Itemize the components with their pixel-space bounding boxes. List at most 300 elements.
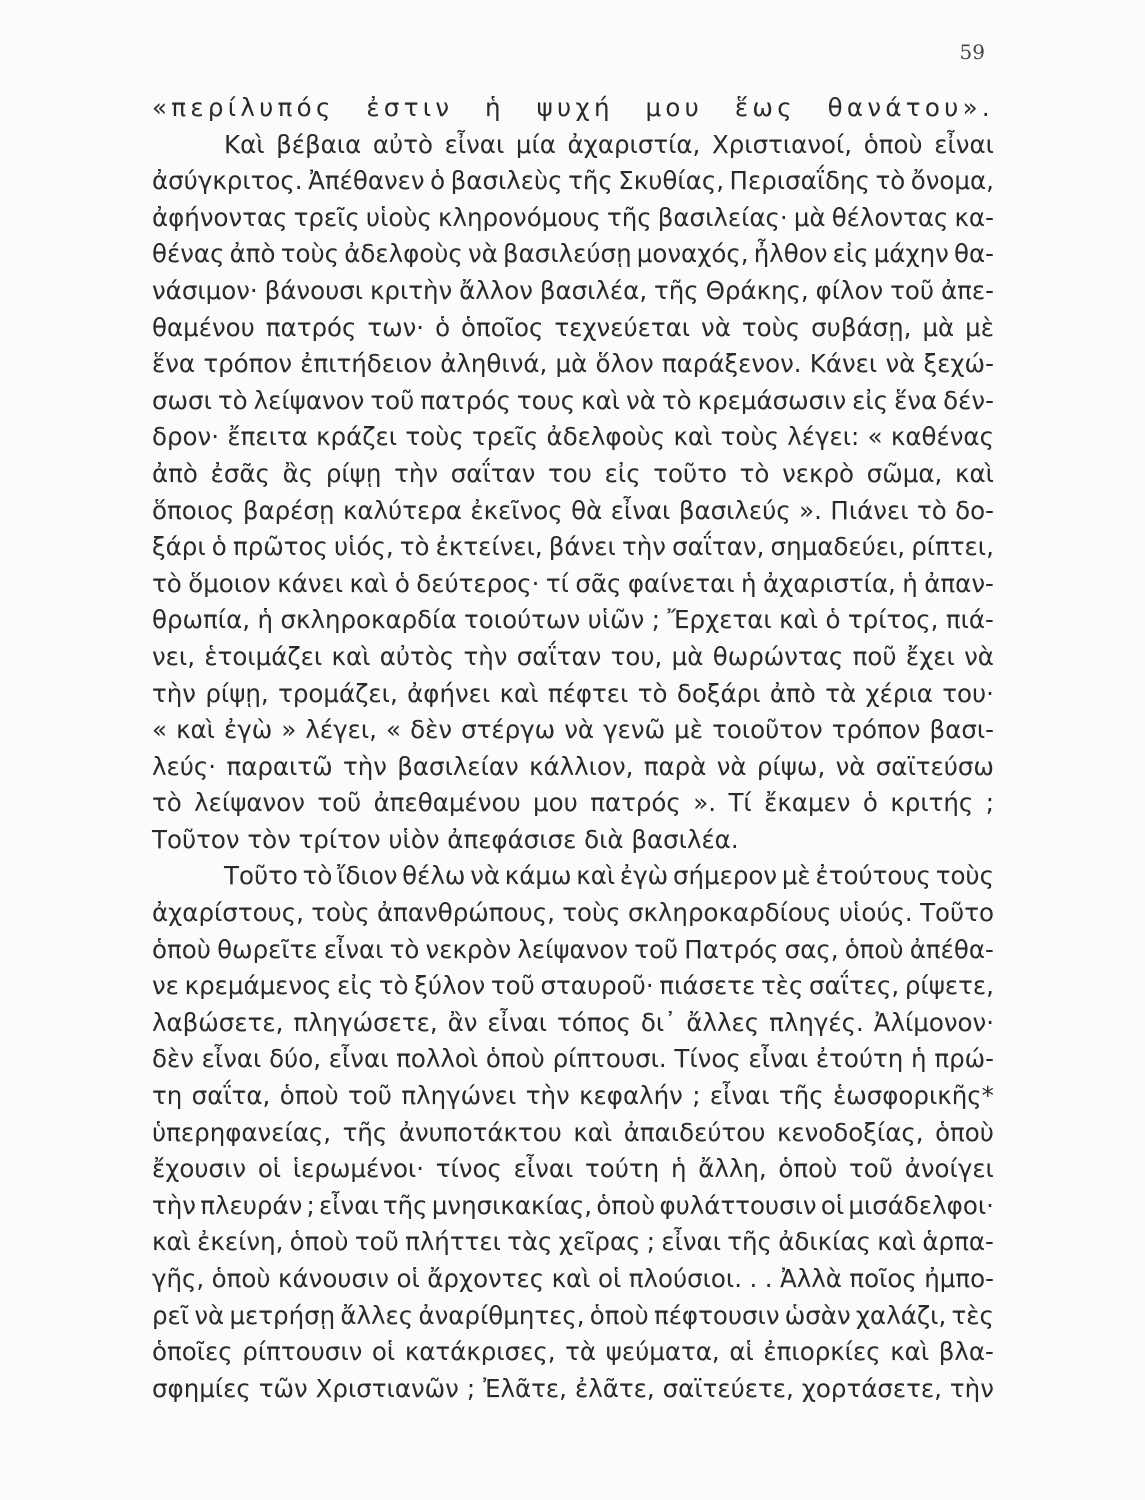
word: ρεῖ (152, 1300, 190, 1330)
word: ἄλλες (340, 1300, 414, 1330)
text-line (152, 493, 994, 530)
text-line (152, 1224, 994, 1261)
word: τρεῖς (472, 422, 539, 452)
word: δέν- (943, 385, 994, 415)
word: ἐγὼ (619, 861, 669, 891)
word: ἀληθινά, (440, 349, 548, 379)
word: σκληροκαρδίους (627, 898, 832, 928)
word: θαμένου (152, 312, 255, 342)
word: τὴν (949, 1373, 994, 1403)
word: λεύς· (152, 751, 217, 781)
word: υἱοὺς (365, 202, 432, 232)
word: τὴν (463, 641, 508, 671)
word: σωσι (152, 385, 212, 415)
word: τρίτος, (847, 605, 939, 635)
word: ὁποῖος (461, 312, 544, 342)
word: βασιλεύσῃ (503, 239, 632, 269)
word: λέγει: (787, 422, 860, 452)
word: βασιλεύς (678, 495, 791, 525)
text-line (152, 1298, 994, 1335)
word: ἐκεῖνος (470, 495, 563, 525)
word: Πιάνει (830, 495, 909, 525)
word: σήμερον (672, 861, 778, 891)
text-line (152, 419, 994, 456)
word: Χριστιανῶν (315, 1373, 459, 1403)
word: τῆς (778, 1081, 824, 1111)
word: ἀπέθα- (909, 934, 994, 964)
word: Ἐλᾶτε, (483, 1373, 567, 1403)
word: τὸ (152, 788, 182, 818)
word: κάλλιον, (529, 751, 634, 781)
word: πιάσετε (659, 971, 756, 1001)
word: τοῦ (849, 1154, 893, 1184)
word: εἶναι (319, 1190, 379, 1220)
word: σημαδεύει, (770, 532, 906, 562)
word: μὰ (555, 349, 588, 379)
word: θρωπία, (152, 605, 251, 635)
word: τρόπον (831, 715, 921, 745)
word: τὰ (565, 1337, 597, 1367)
word: τοῦτο (653, 458, 727, 488)
word: εἰς (337, 971, 374, 1001)
word: μισάδελφοι· (848, 1190, 994, 1220)
word: καθένας (890, 422, 994, 452)
text-line (152, 90, 994, 127)
word: εἶναι (513, 1154, 574, 1184)
word: ὁ (394, 568, 410, 598)
word: καὶ (176, 715, 215, 745)
word: σαϊτεύσω (875, 751, 994, 781)
word: ποῦ (852, 641, 897, 671)
word: ἕνα (152, 349, 196, 379)
word: θέλω (402, 861, 466, 891)
word: ἐσᾶς (210, 458, 270, 488)
word: ἐπιορκίες (763, 1337, 881, 1367)
word: πλευράν (200, 1190, 303, 1220)
word: « (152, 715, 167, 745)
word: παραιτῶ (226, 751, 333, 781)
text-line (152, 566, 994, 603)
word: ἀδικίας (778, 1227, 871, 1257)
word: ἀχαριστία, (567, 129, 701, 159)
word: τῆς (568, 166, 613, 196)
word: ὁποὺ (778, 1154, 838, 1184)
word: ρίψετε, (904, 971, 994, 1001)
word: ὅλον (595, 349, 654, 379)
word: μὲ (674, 715, 703, 745)
word: τὴν (152, 678, 196, 708)
word: πέφτει (547, 678, 629, 708)
word: θωρώντας (712, 641, 844, 671)
text-line: Τοῦτον τὸν τρίτον υἱὸν ἀπεφάσισε διὰ βασιλέα. (152, 824, 739, 854)
word: «περίλυπός (152, 93, 335, 122)
word: ἕως (734, 93, 796, 122)
word: νὰ (964, 641, 994, 671)
word: εἰς (832, 239, 869, 269)
word: ἀπαν- (924, 568, 994, 598)
word: τοῦ (490, 971, 535, 1001)
word: καὶ (581, 385, 621, 415)
word: κρεμάμενος (184, 971, 332, 1001)
word: ἀφήνει (407, 678, 491, 708)
word: καὶ (890, 1337, 930, 1367)
word: ὁ (862, 788, 878, 818)
word: τοῦ (354, 1227, 399, 1257)
word: τὸ (637, 678, 668, 708)
word: ὁ (430, 166, 446, 196)
word: κάνει (277, 568, 344, 598)
word: ψυχή (536, 93, 614, 122)
word: νὰ (564, 715, 595, 745)
body-text (152, 90, 994, 1407)
word: Καὶ (224, 129, 265, 159)
word: καὶ (573, 1117, 613, 1147)
word: ρίψω, (756, 751, 826, 781)
word: ἄλλη, (698, 1154, 767, 1184)
word: τῆς (606, 202, 652, 232)
word: κα- (954, 202, 994, 232)
word: εἰς (852, 385, 889, 415)
word: τοὺς (720, 422, 779, 452)
word: τοῦ (634, 934, 679, 964)
word: τὲς (951, 1300, 994, 1330)
word: ἡ (670, 1154, 687, 1184)
word: γενῶ (603, 715, 666, 745)
word: πληγές. (769, 1007, 864, 1037)
word: καὶ (331, 641, 371, 671)
text-line (152, 712, 994, 749)
word: βλα- (938, 1337, 994, 1367)
word: ἐλᾶτε, (574, 1373, 655, 1403)
word: μάχην (873, 239, 949, 269)
word: ἔχει (905, 641, 955, 671)
word: ρίπτουσι. (552, 1044, 667, 1074)
word: αἱ (729, 1337, 754, 1367)
word: εἶναι (709, 1081, 770, 1111)
word: οἱ (371, 1337, 396, 1367)
word: των· (367, 312, 425, 342)
word: » (281, 715, 297, 745)
word: Κάνει (809, 349, 878, 379)
word: τοὺς (741, 312, 801, 342)
word: ὁ (211, 532, 227, 562)
word: ρίπτουσιν (242, 1337, 363, 1367)
text-line (152, 785, 994, 822)
word: πατρός (590, 788, 681, 818)
word: σαΐταν, (672, 532, 765, 562)
word: νὰ (467, 239, 498, 269)
word: τὸ (378, 971, 409, 1001)
word: τὴν (152, 1190, 196, 1220)
word: τρομάζει, (278, 678, 398, 708)
word: χέρια (865, 678, 933, 708)
word: σαΐτα, (191, 1081, 271, 1111)
word: ὁποὺ (863, 129, 923, 159)
text-line (152, 749, 994, 786)
word: νὰ (885, 349, 916, 379)
word: ἐπιτήδειον (300, 349, 433, 379)
word: τὰ (825, 678, 857, 708)
word: οἱ (257, 1154, 282, 1184)
word: ἁρπα- (922, 1227, 994, 1257)
word: ἀπὸ (152, 458, 198, 488)
text-line (152, 676, 994, 713)
word: ὁποὺ (152, 934, 211, 964)
text-line (152, 127, 994, 164)
word: καὶ (779, 605, 818, 635)
text-line (152, 1115, 994, 1152)
word: ἔκαμεν (764, 788, 851, 818)
word: ἐγὼ (224, 715, 273, 745)
word: κάμω (504, 861, 572, 891)
word: φαίνεται (627, 568, 735, 598)
word: παρὰ (643, 751, 707, 781)
word: χεῖρας (558, 1227, 641, 1257)
word: ὁποὺ (289, 1227, 349, 1257)
word: ρίψῃ, (205, 678, 269, 708)
word: βαρέσῃ (242, 495, 335, 525)
word: ὡσὰν (784, 1300, 851, 1330)
word: ». (799, 495, 822, 525)
word: τὸ (661, 385, 692, 415)
word: τεχνεύεται (554, 312, 691, 342)
word: του, (610, 641, 663, 671)
word: κενοδοξίας, (776, 1117, 924, 1147)
text-line (152, 1261, 994, 1298)
word: ἀναρίθμητες, (418, 1300, 585, 1330)
word: ὄνομα, (910, 166, 994, 196)
word: σκληροκαρδία (280, 605, 457, 635)
word: τὸ (302, 861, 333, 891)
word: θα- (954, 239, 994, 269)
word: σταυροῦ· (540, 971, 654, 1001)
word: εἶναι (201, 1044, 262, 1074)
word: ὁποὺ (935, 1117, 994, 1147)
word: ἦλθον (753, 239, 828, 269)
word: λείψανον (517, 934, 629, 964)
word: τὲς (760, 971, 804, 1001)
word: πατρός (265, 312, 357, 342)
word: ἔχουσιν (152, 1154, 247, 1184)
word: τὸ (389, 934, 420, 964)
word: ἐκτείνει, (435, 532, 543, 562)
word: πατρός (420, 385, 511, 415)
text-line (152, 602, 994, 639)
word: ἄλλες (686, 1007, 760, 1037)
word: εἶναι (661, 1227, 721, 1257)
text-line (152, 529, 994, 566)
word: βασι- (929, 715, 994, 745)
word: καὶ (576, 861, 616, 891)
word: « (867, 422, 883, 452)
word: βασιλείαν (397, 751, 519, 781)
word: εἶναι (748, 1044, 809, 1074)
word: σῶμα, (866, 458, 943, 488)
word: τὴν (342, 751, 387, 781)
word: τους (516, 385, 576, 415)
word: καὶ (955, 458, 994, 488)
word: τοὺς (405, 422, 464, 452)
word: σας, (784, 934, 839, 964)
word: οἱ (597, 1264, 622, 1293)
word: τοὺς (280, 239, 340, 269)
word: ρίπτει, (911, 532, 994, 562)
word: μνησικακίας, (431, 1190, 593, 1220)
word: ; (985, 788, 994, 818)
word: ὁποὺ (844, 934, 904, 964)
word: φίλον (815, 275, 884, 305)
word: πλούσιοι. (628, 1264, 743, 1293)
word: ἂν (447, 1007, 478, 1037)
word: οἱ (820, 1190, 845, 1220)
word: ; (692, 1081, 701, 1111)
word: θανάτου». (827, 93, 994, 122)
word: μετρήσῃ (229, 1300, 336, 1330)
word: νὰ (701, 312, 731, 342)
word: εἶναι (323, 934, 384, 964)
word: πληγώσετε, (293, 1007, 438, 1037)
word: ποῖος (849, 1264, 917, 1293)
word: σαΐτες, (809, 971, 900, 1001)
text-line (152, 1151, 994, 1188)
text-line (152, 968, 994, 1005)
word: γῆς, (152, 1264, 205, 1293)
word: μου (645, 93, 704, 122)
word: νει, (152, 641, 196, 671)
word: θέλοντας (831, 202, 949, 232)
word: τοιοῦτον (712, 715, 823, 745)
word: σαΐταν (450, 458, 536, 488)
word: κρεμάσωσιν (697, 385, 847, 415)
word: τοῦ (890, 275, 935, 305)
text-line (152, 346, 994, 383)
word: κατάκρισες, (404, 1337, 556, 1367)
word: Ἀλίμονον· (873, 1007, 994, 1037)
word: τοὺς (311, 898, 370, 928)
word: καὶ (673, 422, 713, 452)
word: ἀπαιδεύτου (623, 1117, 766, 1147)
word: δὲν (152, 1044, 194, 1074)
word: ; (651, 605, 661, 635)
word: λείψανον (253, 385, 365, 415)
word: ἡ (902, 568, 918, 598)
word: ; (646, 1227, 656, 1257)
word: Τοῦτο (920, 898, 994, 928)
word: πλήττει (405, 1227, 501, 1257)
word: τίνος (435, 1154, 502, 1184)
word: ξύλον (414, 971, 486, 1001)
word: τοιούτων (464, 605, 581, 635)
word: μοναχός, (636, 239, 749, 269)
text-line (152, 1078, 994, 1115)
word: βασιλέα, (539, 275, 648, 305)
word: νὰ (835, 751, 866, 781)
word: ἀδελφοὺς (546, 422, 666, 452)
word: ἀπὸ (229, 239, 276, 269)
word: βασιλεὺς (450, 166, 563, 196)
word: μὰ (671, 641, 704, 671)
word: ὁ (825, 605, 841, 635)
word: « (386, 715, 402, 745)
word: ἡ (485, 93, 505, 122)
word: δι᾿ (640, 1007, 677, 1037)
word: ἱερωμένοι· (292, 1154, 425, 1184)
word: Θράκης, (705, 275, 809, 305)
word: ὁποὺ (596, 1190, 656, 1220)
word: ἀπὸ (769, 678, 816, 708)
word: στέργω (461, 715, 556, 745)
word: μου (533, 788, 578, 818)
text-line (152, 895, 994, 932)
word: δεύτερος· (416, 568, 540, 598)
word: κράζει (316, 422, 398, 452)
word: εἶναι (444, 129, 505, 159)
word: ξεχώ- (923, 349, 994, 379)
word: εἶναι (610, 495, 671, 525)
word: τοὺς (935, 861, 994, 891)
word: υἱούς. (838, 898, 913, 928)
text-line (152, 932, 994, 969)
word: εἶναι (487, 1007, 548, 1037)
word: βάνουσι (264, 275, 364, 305)
word: ὁποὺ (589, 1300, 649, 1330)
word: ὁ (435, 312, 451, 342)
word: καὶ (499, 678, 539, 708)
word: ὁποὺ (485, 1044, 545, 1074)
word: ἀνυποτάκτου (398, 1117, 562, 1147)
word: ὅμοιον (188, 568, 271, 598)
word: ἀδελφοὺς (344, 239, 463, 269)
word: τὸ (152, 568, 182, 598)
word: εἶναι (934, 129, 994, 159)
word: ἑωσφορικῆς* (832, 1081, 994, 1111)
word: . (764, 1264, 773, 1293)
word: τοῦ (317, 788, 362, 818)
word: βέβαια (276, 129, 362, 159)
word: δὲν (410, 715, 453, 745)
word: ἀπανθρώπους, (376, 898, 555, 928)
word: πρώ- (934, 1044, 994, 1074)
word: ἐστιν (366, 93, 454, 122)
word: νὰ (626, 385, 656, 415)
text-line (152, 639, 994, 676)
word: εἶναι (328, 1044, 389, 1074)
word: νὰ (470, 861, 501, 891)
word: κριτὴν (369, 275, 453, 305)
word: τοῦ (348, 1081, 392, 1111)
word: θένας (152, 239, 225, 269)
word: τρόπον (203, 349, 293, 379)
word: ἀπε- (940, 275, 994, 305)
word: παράξενον. (661, 349, 802, 379)
word: ἡ (741, 568, 757, 598)
word: ἡ (257, 605, 274, 635)
word: του· (942, 678, 994, 708)
word: τὴν (621, 532, 666, 562)
text-line (152, 1041, 994, 1078)
word: ὁποὺ (211, 1264, 271, 1293)
word: τοὺς (562, 898, 621, 928)
word: κληρονόμους (438, 202, 601, 232)
word: ἀχαρίστους, (152, 898, 304, 928)
word: μὲ (781, 861, 811, 891)
word: κριτής (890, 788, 974, 818)
word: θὰ (571, 495, 603, 525)
word: τί (545, 568, 569, 598)
word: νάσιμον· (152, 275, 258, 305)
word: νὰ (716, 751, 747, 781)
text-line (152, 310, 994, 347)
